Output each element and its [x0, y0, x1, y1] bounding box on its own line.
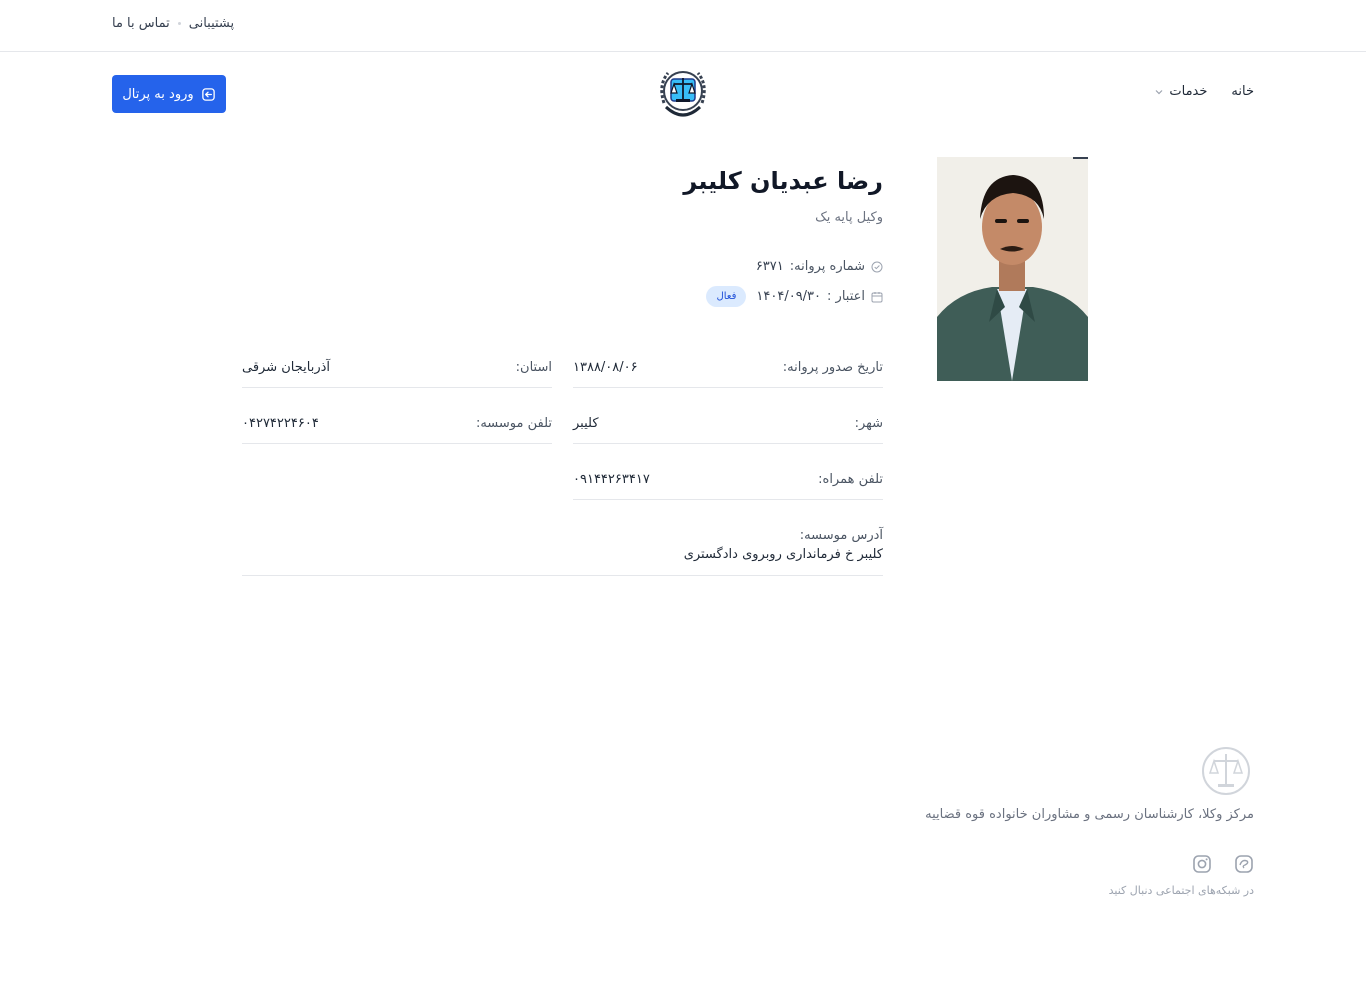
- top-bar: [0, 0, 1366, 52]
- issue-date-label: تاریخ صدور پروانه:: [782, 360, 883, 375]
- validity-date: ۱۴۰۴/۰۹/۳۰: [756, 289, 822, 304]
- province-value: آذربایجان شرقی: [242, 360, 331, 375]
- separator-dot: [178, 22, 181, 25]
- support-link[interactable]: پشتیبانی: [188, 16, 235, 31]
- header: [0, 52, 1366, 136]
- province-field: [242, 360, 552, 388]
- main-nav: [1155, 84, 1254, 99]
- footer-logo: [1200, 745, 1252, 797]
- province-label: استان:: [515, 360, 552, 375]
- calendar-icon: [871, 291, 883, 303]
- validity-label: اعتبار :: [827, 289, 865, 304]
- instagram-icon[interactable]: [1192, 854, 1212, 874]
- check-circle-icon: [871, 261, 883, 273]
- nav-home[interactable]: خانه: [1231, 84, 1254, 99]
- follow-text: در شبکه‌های اجتماعی دنبال کنید: [1108, 884, 1254, 897]
- address-label: آدرس موسسه:: [799, 528, 883, 543]
- footer-title: مرکز وکلا، کارشناسان رسمی و مشاوران خانواده قوه قضاییه: [925, 807, 1254, 822]
- social-links: [1192, 854, 1254, 874]
- address-field: [242, 528, 883, 576]
- city-label: شهر:: [854, 416, 883, 431]
- top-links: [112, 16, 234, 31]
- contact-link[interactable]: تماس با ما: [112, 16, 170, 31]
- portal-login-button[interactable]: [112, 75, 226, 113]
- lawyer-name: رضا عبدیان کلیبر: [683, 167, 883, 195]
- mobile-value: ۰۹۱۴۴۲۶۳۴۱۷: [573, 472, 650, 487]
- license-number: ۶۳۷۱: [755, 259, 784, 274]
- office-phone-value: ۰۴۲۷۴۲۲۴۶۰۴: [242, 416, 319, 431]
- issue-date-value: ۱۳۸۸/۰۸/۰۶: [573, 360, 638, 375]
- lawyer-rank: وکیل پایه یک: [815, 210, 883, 225]
- office-phone-label: تلفن موسسه:: [475, 416, 552, 431]
- status-badge: فعال: [706, 286, 746, 307]
- login-icon: [201, 87, 216, 102]
- judiciary-logo[interactable]: [654, 63, 712, 123]
- issue-date-field: [573, 360, 883, 388]
- license-label: شماره پروانه:: [789, 259, 865, 274]
- city-field: [573, 416, 883, 444]
- address-value: کلیبر خ فرمانداری روبروی دادگستری: [683, 547, 883, 562]
- office-phone-field: [242, 416, 552, 444]
- eitaa-icon[interactable]: [1234, 854, 1254, 874]
- nav-services-label: خدمات: [1169, 84, 1208, 99]
- lawyer-photo: [937, 157, 1088, 381]
- validity-row: [706, 286, 883, 307]
- chevron-down-icon: [1155, 88, 1163, 96]
- license-row: [756, 259, 883, 274]
- nav-services[interactable]: [1155, 84, 1207, 99]
- city-value: کلیبر: [573, 416, 599, 431]
- mobile-field: [573, 472, 883, 500]
- portal-login-label: ورود به پرتال: [122, 86, 194, 102]
- mobile-label: تلفن همراه:: [818, 472, 883, 487]
